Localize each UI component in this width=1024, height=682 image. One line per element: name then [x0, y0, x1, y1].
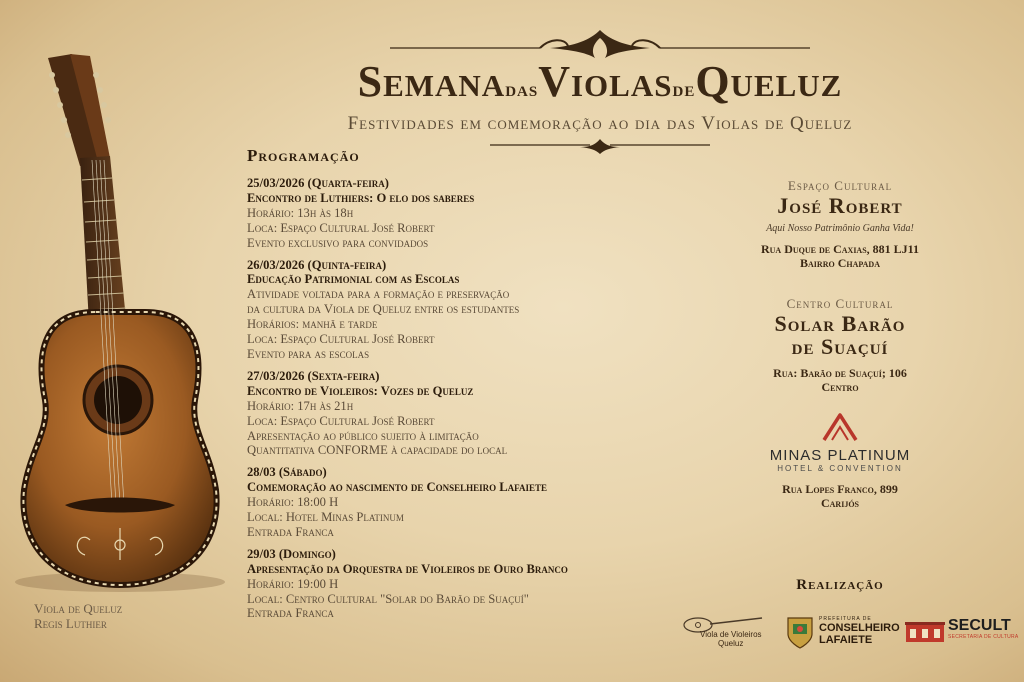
- logo-prefeitura-small: PREFEITURA DE: [819, 616, 872, 622]
- page-subtitle: Festividades em comemoração ao dia das Violas de Queluz: [347, 113, 853, 134]
- title-part-queluz: Queluz: [695, 57, 843, 106]
- venue-address: [740, 482, 940, 510]
- event-detail: Atividade voltada para a formação e preservação: [247, 287, 510, 302]
- venue-minas: [740, 412, 940, 510]
- event-name: Encontro de Luthiers: O elo dos saberes: [247, 190, 475, 205]
- venue-address-line2: Bairro Chapada: [800, 256, 880, 270]
- event-detail: Evento para as escolas: [247, 346, 370, 361]
- logo-violeiros-line2: de Violeiros: [719, 630, 762, 639]
- event-detail: Local: Hotel Minas Platinum: [247, 510, 404, 525]
- event-3: [247, 369, 727, 458]
- event-detail: Local: Centro Cultural "Solar do Barão de Suaçuí": [247, 591, 529, 606]
- logo-violeiros-line3: Queluz: [718, 639, 744, 648]
- venue-name-line2: de Suaçuí: [791, 334, 889, 359]
- event-1: [247, 176, 727, 251]
- guitar-caption-line2: Regis Luthier: [34, 616, 107, 631]
- venue-address-line1: Rua: Barão de Suaçuí; 106: [773, 366, 907, 380]
- event-date: 26/03/2026 (Quinta-feira): [247, 257, 387, 272]
- event-date: 27/03/2026 (Sexta-feira): [247, 368, 380, 383]
- event-detail: Apresentação ao público sujeito à limitação: [247, 428, 479, 443]
- logo-secult: [905, 617, 1019, 647]
- venue-solar: [740, 296, 940, 394]
- venues-column: [740, 178, 940, 510]
- minas-name: MINAS PLATINUM: [769, 447, 911, 464]
- logo-violeiros: [680, 612, 765, 652]
- event-detail: Quantitativa CONFORME à capacidade do local: [247, 443, 508, 458]
- event-name: Comemoração ao nascimento de Conselheiro Lafaiete: [247, 480, 548, 495]
- venue-address-line2: Carijós: [820, 496, 859, 510]
- event-name: Encontro de Violeiros: Vozes de Queluz: [247, 383, 474, 398]
- venue-label: Espaço Cultural: [787, 178, 893, 193]
- prefeitura-crest-icon: [785, 614, 815, 650]
- logo-prefeitura-line2: LAFAIETE: [819, 634, 873, 646]
- program-title: Programação: [247, 146, 360, 165]
- venue-address-line2: Centro: [821, 380, 859, 394]
- venue-label: Centro Cultural: [786, 296, 894, 311]
- event-detail: Horário: 13h às 18h: [247, 205, 354, 220]
- venue-address-line1: Rua Lopes Franco, 899: [782, 482, 898, 496]
- title-part-violas: Violas: [538, 57, 673, 106]
- header: [300, 26, 900, 155]
- event-detail: Horário: 19:00 H: [247, 576, 339, 591]
- secult-building-icon: [905, 621, 945, 643]
- logo-violeiros-line1: Viola: [700, 630, 718, 639]
- logo-prefeitura: [785, 612, 900, 652]
- event-name: Apresentação da Orquestra de Violeiros de Ouro Branco: [247, 561, 568, 576]
- title-part-das: das: [505, 76, 539, 101]
- event-2: [247, 258, 727, 362]
- venue-tagline: Aqui Nosso Patrimônio Ganha Vida!: [766, 223, 914, 234]
- logo-secult-sub: SECRETARIA DE CULTURA: [948, 634, 1019, 640]
- venue-address-line1: Rua Duque de Caxias, 881 LJ11: [760, 242, 919, 256]
- venue-address: [740, 366, 940, 394]
- program-section: [247, 146, 727, 628]
- event-detail: da cultura da Viola de Queluz entre os estudantes: [247, 302, 520, 317]
- event-detail: Horário: 17h às 21h: [247, 398, 354, 413]
- guitar-caption-line1: Viola de Queluz: [34, 601, 123, 616]
- event-detail: Loca: Espaço Cultural José Robert: [247, 220, 435, 235]
- event-detail: Horários: manhã e tarde: [247, 317, 378, 332]
- venue-name: José Robert: [777, 193, 903, 218]
- top-ornament-icon: [390, 26, 810, 60]
- event-detail: Loca: Espaço Cultural José Robert: [247, 332, 435, 347]
- event-date: 28/03 (Sábado): [247, 465, 327, 480]
- realizacao-title: Realização: [796, 577, 884, 593]
- venue-address: [740, 242, 940, 270]
- viola-guitar-image: [10, 50, 230, 595]
- event-date: 29/03 (Domingo): [247, 546, 336, 561]
- event-4: [247, 465, 727, 540]
- event-detail: Entrada Franca: [247, 606, 334, 621]
- event-name: Educação Patrimonial com as Escolas: [247, 272, 460, 287]
- event-detail: Evento exclusivo para convidados: [247, 235, 429, 250]
- event-detail: Entrada Franca: [247, 524, 334, 539]
- event-5: [247, 547, 727, 622]
- minas-subtitle: HOTEL & CONVENTION: [777, 464, 903, 473]
- venue-jose-robert: [740, 178, 940, 270]
- event-detail: Loca: Espaço Cultural José Robert: [247, 413, 435, 428]
- event-detail: Horário: 18:00 H: [247, 495, 339, 510]
- page-title: [300, 57, 900, 111]
- minas-platinum-logo-icon: [820, 412, 860, 442]
- title-part-de: de: [672, 76, 696, 101]
- event-date: 25/03/2026 (Quarta-feira): [247, 176, 389, 190]
- logo-secult-name: SECULT: [948, 617, 1011, 634]
- venue-name-line1: Solar Barão: [774, 311, 906, 336]
- title-part-semana: Semana: [357, 57, 506, 106]
- logo-prefeitura-line1: CONSELHEIRO: [819, 622, 900, 634]
- guitar-caption: [34, 601, 122, 631]
